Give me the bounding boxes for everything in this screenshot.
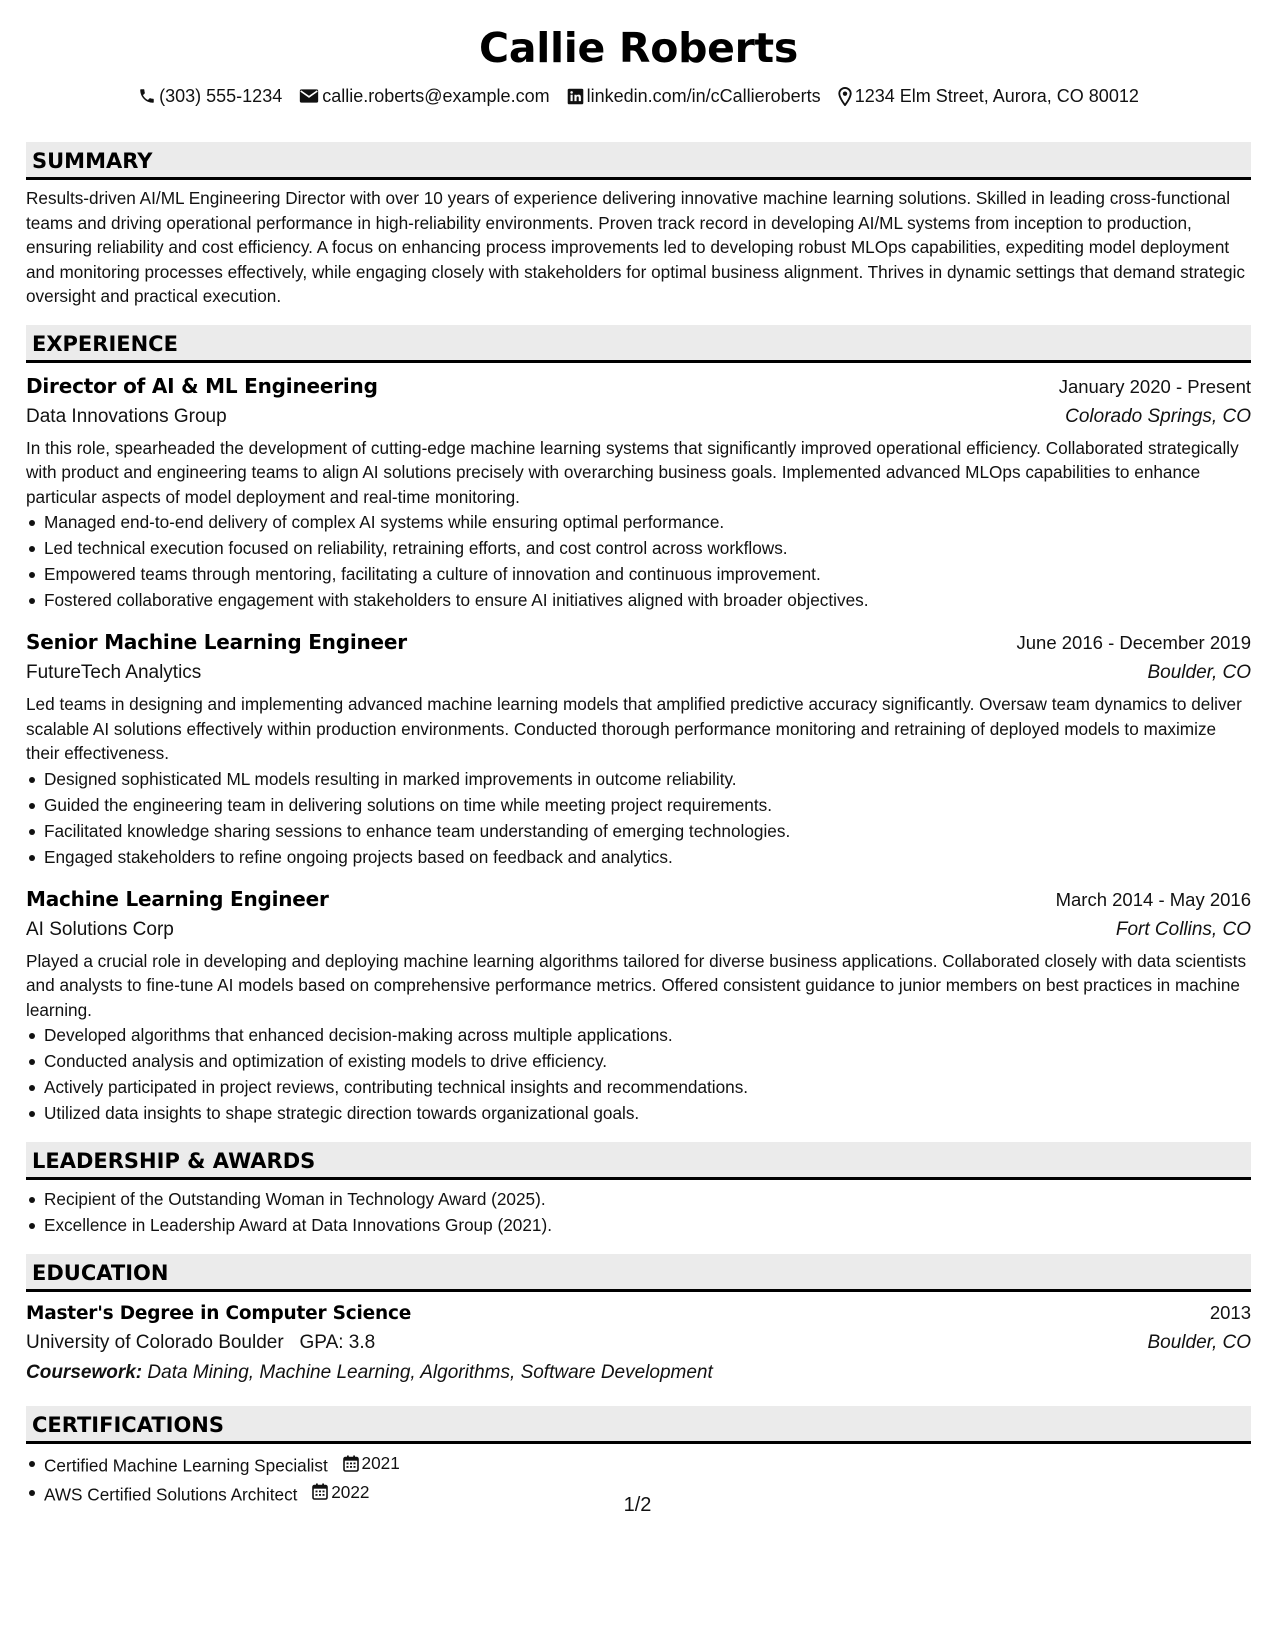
list-item: Led technical execution focused on reliability, retraining efforts, and cost control across workflows. [26,535,1251,561]
job-company: FutureTech Analytics [26,662,202,683]
job-location: Fort Collins, CO [1115,918,1251,940]
summary-heading: SUMMARY [32,149,153,173]
education-heading: EDUCATION [32,1261,169,1285]
linkedin-icon [567,88,584,105]
job-title: Director of AI & ML Engineering [26,373,378,398]
job-bullets [26,509,1251,613]
job-description: Played a crucial role in developing and deploying machine learning algorithms tailored for diverse business applications. Collaborated closely with data scientists and analysts to fine-tune AI models based on comprehensive performance metrics. Offered consistent guidance to junior members on best practices in machine learning. [26,950,1247,1020]
list-item: Excellence in Leadership Award at Data Innovations Group (2021). [26,1212,1251,1238]
education-school-line [26,1328,375,1358]
contact-address [838,84,1139,108]
envelope-icon [299,88,319,104]
job-dates: March 2014 - May 2016 [1055,888,1251,910]
awards-list [26,1186,1251,1238]
contact-phone [138,84,282,108]
job-dates: June 2016 - December 2019 [1016,632,1251,653]
education-year: 2013 [1209,1302,1251,1323]
education-degree: Master's Degree in Computer Science [26,1303,412,1324]
education-coursework [26,1358,1251,1388]
list-item: Recipient of the Outstanding Woman in Technology Award (2025). [26,1186,1251,1212]
list-item: Engaged stakeholders to refine ongoing projects based on feedback and analytics. [26,844,1251,870]
education-degree-row [26,1298,1251,1328]
coursework-list: Data Mining, Machine Learning, Algorithms, Software Development [147,1362,713,1383]
list-item: Developed algorithms that enhanced decision-making across multiple applications. [26,1022,1251,1048]
coursework-label: Coursework: [26,1362,143,1383]
candidate-name: Callie Roberts [479,24,798,72]
certification-date [343,1450,400,1476]
list-item: Actively participated in project reviews, contributing technical insights and recommendations. [26,1074,1251,1100]
job-description: In this role, spearheaded the development of cutting-edge machine learning systems that significantly improved operational efficiency. Collaborated strategically with product and engineering teams to align AI solutions precisely with overarching business goals. Implemented advanced MLOps capabilities to enhance particular aspects of model deployment and real-time monitoring. [26,437,1239,507]
certification-name: Certified Machine Learning Specialist [44,1455,328,1476]
list-item: Designed sophisticated ML models resulting in marked improvements in outcome reliability. [26,766,1251,792]
awards-heading: LEADERSHIP & AWARDS [32,1149,316,1173]
list-item: Managed end-to-end delivery of complex AI systems while ensuring optimal performance. [26,509,1251,535]
job-title: Senior Machine Learning Engineer [26,630,407,654]
list-item: Conducted analysis and optimization of existing models to drive efficiency. [26,1048,1251,1074]
job-bullets [26,1022,1251,1126]
education-location: Boulder, CO [1147,1332,1251,1353]
map-pin-icon [838,87,852,106]
list-item: Empowered teams through mentoring, facilitating a culture of innovation and continuous improvement. [26,561,1251,587]
job-location: Colorado Springs, CO [1065,405,1251,427]
job-company: Data Innovations Group [26,405,227,427]
calendar-icon [343,1455,359,1472]
certification-name: AWS Certified Solutions Architect [44,1484,298,1504]
summary-section-header [26,142,1251,180]
resume-page [26,20,1251,1507]
list-item: Utilized data insights to shape strategic direction towards organizational goals. [26,1100,1251,1126]
job-entry [26,371,1251,614]
job-company-row [26,402,1251,432]
certifications-section-header [26,1406,1251,1444]
job-title-row [26,627,1251,658]
education-section-header [26,1254,1251,1292]
certification-year: 2021 [361,1453,400,1473]
linkedin-text[interactable]: linkedin.com/in/cCallieroberts [586,86,821,106]
address-text: 1234 Elm Street, Aurora, CO 80012 [854,86,1139,106]
experience-section-header [26,325,1251,363]
job-title: Machine Learning Engineer [26,886,329,911]
job-bullets [26,766,1251,870]
phone-text: (303) 555-1234 [159,86,283,106]
page-number: 1/2 [623,1494,652,1516]
list-item: Guided the engineering team in delivering solutions on time while meeting project requirements. [26,792,1251,818]
job-dates: January 2020 - Present [1058,375,1251,397]
education-school: University of Colorado Boulder [26,1332,284,1353]
list-item [26,1450,1251,1479]
job-entry [26,884,1251,1127]
job-title-row [26,884,1251,915]
summary-text: Results-driven AI/ML Engineering Director with over 10 years of experience delivering innovative machine learning solutions. Skilled in leading cross-functional teams and driving operational performance in high-reliability environments. Proven track record in developing AI/ML systems from inception to production, ensuring reliability and cost efficiency. A focus on enhancing process improvements led to developing robust MLOps capabilities, expediting model deployment and monitoring processes effectively, while engaging closely with stakeholders for optimal business alignment. Thrives in dynamic settings that demand strategic oversight and practical execution. [26,188,1246,306]
job-company-row [26,658,1251,688]
job-company-row [26,915,1251,945]
job-title-row [26,371,1251,402]
contact-email[interactable] [299,84,549,108]
education-gpa: GPA: 3.8 [299,1332,376,1353]
certifications-heading: CERTIFICATIONS [32,1413,225,1437]
job-company: AI Solutions Corp [26,918,174,940]
experience-heading: EXPERIENCE [32,331,178,356]
job-location: Boulder, CO [1147,662,1251,683]
list-item: Facilitated knowledge sharing sessions to enhance team understanding of emerging technologies. [26,818,1251,844]
contact-bar [26,84,1251,108]
phone-icon [138,87,156,105]
education-entry [26,1298,1251,1388]
education-school-row [26,1328,1251,1358]
certification-year: 2022 [331,1481,370,1502]
list-item: Fostered collaborative engagement with stakeholders to ensure AI initiatives aligned with broader objectives. [26,587,1251,613]
awards-section-header [26,1142,1251,1180]
job-description: Led teams in designing and implementing advanced machine learning models that amplified predictive accuracy significantly. Oversaw team dynamics to deliver scalable AI solutions effectively within production environments. Conducted thorough performance monitoring and retraining of deployed models to maximize their effectiveness. [26,694,1242,763]
contact-linkedin[interactable] [567,84,821,108]
job-entry [26,627,1251,870]
email-text[interactable]: callie.roberts@example.com [322,86,550,106]
